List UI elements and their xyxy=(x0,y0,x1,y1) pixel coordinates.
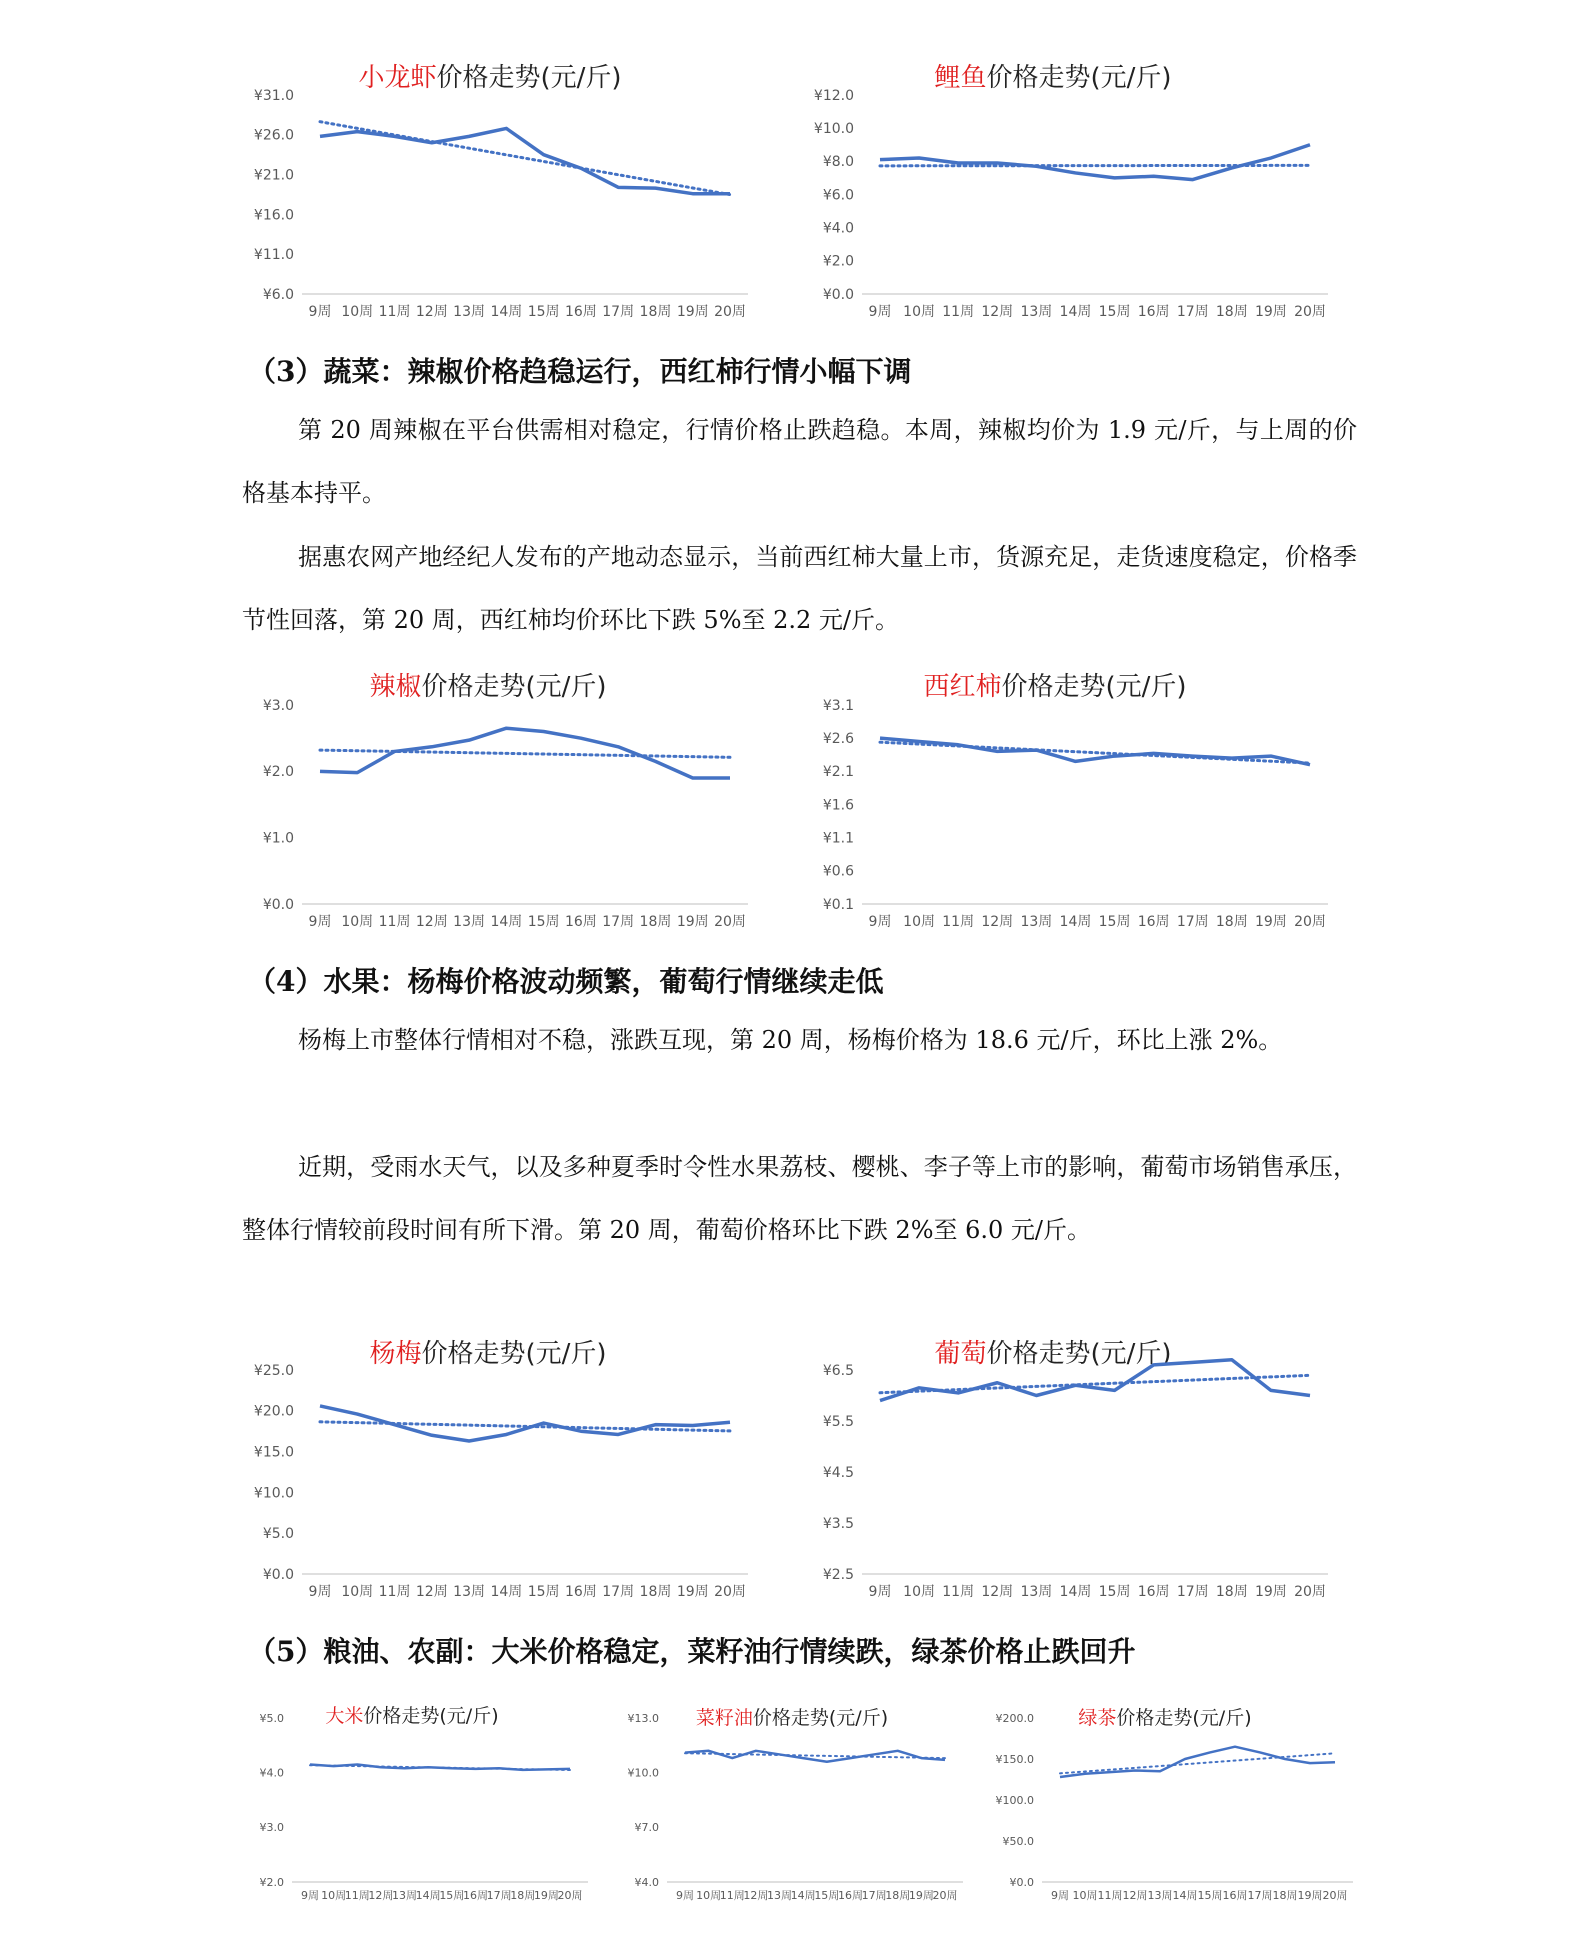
chart-title xyxy=(369,1339,606,1369)
x-tick-label: 14周 xyxy=(1059,304,1092,320)
x-tick-label: 19周 xyxy=(908,1889,934,1902)
y-tick-label: ¥0.0 xyxy=(262,896,294,913)
chart-bayberry xyxy=(240,1330,760,1610)
y-tick-label: ¥6.0 xyxy=(822,187,854,204)
chart-title-product: 葡萄 xyxy=(934,1339,987,1369)
y-tick-label: ¥1.0 xyxy=(262,830,294,847)
y-tick-label: ¥0.1 xyxy=(822,896,854,913)
y-tick-label: ¥8.0 xyxy=(822,154,854,171)
chart-title-unit: 价格走势(元/斤) xyxy=(1116,1707,1252,1729)
x-tick-label: 15周 xyxy=(814,1889,840,1902)
chart-title-unit: 价格走势(元/斤) xyxy=(986,63,1172,93)
chart-title-product: 绿茶 xyxy=(1078,1707,1117,1729)
x-tick-label: 10周 xyxy=(341,914,374,930)
x-tick-label: 11周 xyxy=(344,1889,370,1902)
chart-title xyxy=(934,63,1171,93)
x-tick-label: 17周 xyxy=(1247,1889,1273,1902)
x-tick-label: 19周 xyxy=(1297,1889,1323,1902)
x-tick-label: 17周 xyxy=(486,1889,512,1902)
y-tick-label: ¥0.6 xyxy=(822,863,854,880)
section-heading-fruits: （4）水果：杨梅价格波动频繁，葡萄行情继续走低 xyxy=(248,965,884,998)
x-tick-label: 14周 xyxy=(1059,914,1092,930)
x-tick-label: 17周 xyxy=(602,304,635,320)
x-tick-label: 16周 xyxy=(1137,304,1170,320)
x-tick-label: 12周 xyxy=(743,1889,769,1902)
x-tick-label: 16周 xyxy=(1137,914,1170,930)
x-tick-label: 20周 xyxy=(1294,304,1326,320)
x-tick-label: 18周 xyxy=(1272,1889,1298,1902)
y-tick-label: ¥4.0 xyxy=(259,1766,284,1780)
chart-title-product: 鲤鱼 xyxy=(934,63,987,93)
x-tick-label: 13周 xyxy=(1020,304,1053,320)
chart-title-unit: 价格走势(元/斤) xyxy=(421,1339,607,1369)
chart-grape xyxy=(800,1330,1340,1610)
x-tick-label: 19周 xyxy=(676,914,709,930)
paragraph-bayberry: 杨梅上市整体行情相对不稳，涨跌互现，第 20 周，杨梅价格为 18.6 元/斤，环比上涨 2%。 xyxy=(298,1026,1283,1054)
x-tick-label: 9周 xyxy=(1051,1889,1069,1902)
x-tick-label: 12周 xyxy=(415,304,448,320)
x-tick-label: 18周 xyxy=(510,1889,536,1902)
x-tick-label: 18周 xyxy=(1215,304,1248,320)
chart-title xyxy=(1078,1707,1251,1729)
y-tick-label: ¥16.0 xyxy=(253,207,294,224)
x-tick-label: 19周 xyxy=(676,304,709,320)
x-tick-label: 16周 xyxy=(1137,1584,1170,1600)
x-tick-label: 12周 xyxy=(368,1889,394,1902)
chart-title xyxy=(934,1339,1171,1369)
y-tick-label: ¥15.0 xyxy=(253,1444,294,1461)
y-tick-label: ¥150.0 xyxy=(995,1752,1034,1766)
chart-title-unit: 价格走势(元/斤) xyxy=(421,672,607,702)
y-tick-label: ¥2.5 xyxy=(822,1566,854,1583)
x-tick-label: 20周 xyxy=(714,914,746,930)
y-tick-label: ¥5.0 xyxy=(259,1711,284,1725)
paragraph-tomato: 据惠农网产地经纪人发布的产地动态显示，当前西红柿大量上市，货源充足，走货速度稳定，价格季节性回落，第 20 周，西红柿均价环比下跌 5%至 2.2 元/斤。 xyxy=(242,543,1357,634)
y-tick-label: ¥2.1 xyxy=(822,764,854,781)
x-tick-label: 17周 xyxy=(602,914,635,930)
chart-title-product: 小龙虾 xyxy=(358,63,437,93)
x-tick-label: 16周 xyxy=(1222,1889,1248,1902)
x-tick-label: 16周 xyxy=(837,1889,863,1902)
x-tick-label: 14周 xyxy=(415,1889,441,1902)
x-tick-label: 15周 xyxy=(1098,1584,1131,1600)
chart-title-product: 菜籽油 xyxy=(695,1707,753,1729)
chart-rice xyxy=(240,1690,600,1910)
x-tick-label: 15周 xyxy=(527,304,560,320)
x-tick-label: 9周 xyxy=(676,1889,694,1902)
y-tick-label: ¥31.0 xyxy=(253,87,294,104)
y-tick-label: ¥10.0 xyxy=(813,121,854,138)
x-tick-label: 14周 xyxy=(490,914,523,930)
chart-title-unit: 价格走势(元/斤) xyxy=(752,1707,889,1729)
price-line xyxy=(310,1764,570,1769)
x-tick-label: 13周 xyxy=(453,1584,486,1600)
x-tick-label: 9周 xyxy=(308,1584,332,1600)
x-tick-label: 9周 xyxy=(301,1889,319,1902)
x-tick-label: 12周 xyxy=(415,914,448,930)
y-tick-label: ¥26.0 xyxy=(253,127,294,144)
x-tick-label: 12周 xyxy=(1122,1889,1148,1902)
chart-chili xyxy=(240,665,760,940)
x-tick-label: 15周 xyxy=(527,1584,560,1600)
x-tick-label: 15周 xyxy=(1197,1889,1223,1902)
y-tick-label: ¥6.0 xyxy=(262,286,294,303)
price-line xyxy=(1060,1747,1335,1777)
x-tick-label: 18周 xyxy=(1215,1584,1248,1600)
x-tick-label: 15周 xyxy=(1098,914,1131,930)
x-tick-label: 20周 xyxy=(714,304,746,320)
x-tick-label: 10周 xyxy=(903,914,936,930)
x-tick-label: 20周 xyxy=(557,1889,583,1902)
x-tick-label: 14周 xyxy=(790,1889,816,1902)
y-tick-label: ¥5.0 xyxy=(262,1526,294,1543)
x-tick-label: 11周 xyxy=(942,1584,975,1600)
x-tick-label: 16周 xyxy=(462,1889,488,1902)
x-tick-label: 12周 xyxy=(415,1584,448,1600)
x-tick-label: 18周 xyxy=(639,304,672,320)
y-tick-label: ¥4.0 xyxy=(634,1875,659,1889)
x-tick-label: 13周 xyxy=(1147,1889,1173,1902)
x-tick-label: 11周 xyxy=(942,304,975,320)
y-tick-label: ¥7.0 xyxy=(634,1821,659,1835)
x-tick-label: 20周 xyxy=(932,1889,958,1902)
section-heading-grain-oil: （5）粮油、农副：大米价格稳定，菜籽油行情续跌，绿茶价格止跌回升 xyxy=(248,1635,1136,1668)
y-tick-label: ¥0.0 xyxy=(822,286,854,303)
x-tick-label: 10周 xyxy=(341,1584,374,1600)
y-tick-label: ¥4.0 xyxy=(822,220,854,237)
chart-title-product: 辣椒 xyxy=(369,672,422,702)
x-tick-label: 15周 xyxy=(1098,304,1131,320)
x-tick-label: 9周 xyxy=(868,1584,892,1600)
y-tick-label: ¥3.1 xyxy=(822,697,854,714)
y-tick-label: ¥1.1 xyxy=(822,830,854,847)
chart-tomato xyxy=(800,665,1340,940)
x-tick-label: 18周 xyxy=(639,1584,672,1600)
chart-title-product: 西红柿 xyxy=(923,672,1002,702)
x-tick-label: 19周 xyxy=(676,1584,709,1600)
x-tick-label: 10周 xyxy=(1072,1889,1098,1902)
y-tick-label: ¥200.0 xyxy=(995,1711,1034,1725)
chart-title-product: 杨梅 xyxy=(369,1339,422,1369)
x-tick-label: 20周 xyxy=(1322,1889,1348,1902)
x-tick-label: 17周 xyxy=(1176,1584,1209,1600)
x-tick-label: 18周 xyxy=(639,914,672,930)
x-tick-label: 9周 xyxy=(308,304,332,320)
y-tick-label: ¥100.0 xyxy=(995,1793,1034,1807)
y-tick-label: ¥20.0 xyxy=(253,1403,294,1420)
x-tick-label: 11周 xyxy=(719,1889,745,1902)
paragraph-chili: 第 20 周辣椒在平台供需相对稳定，行情价格止跌趋稳。本周，辣椒均价为 1.9 元/斤，与上周的价格基本持平。 xyxy=(242,416,1357,507)
x-tick-label: 15周 xyxy=(527,914,560,930)
x-tick-label: 12周 xyxy=(981,1584,1014,1600)
chart-green-tea xyxy=(990,1690,1365,1910)
chart-carp xyxy=(800,55,1340,330)
x-tick-label: 10周 xyxy=(903,304,936,320)
x-tick-label: 15周 xyxy=(439,1889,465,1902)
x-tick-label: 19周 xyxy=(533,1889,559,1902)
y-tick-label: ¥5.5 xyxy=(822,1413,854,1430)
y-tick-label: ¥10.0 xyxy=(253,1485,294,1502)
chart-title xyxy=(358,63,621,93)
x-tick-label: 11周 xyxy=(378,914,411,930)
chart-title-unit: 价格走势(元/斤) xyxy=(1001,672,1187,702)
x-tick-label: 16周 xyxy=(564,1584,597,1600)
x-tick-label: 11周 xyxy=(378,1584,411,1600)
x-tick-label: 13周 xyxy=(1020,914,1053,930)
y-tick-label: ¥50.0 xyxy=(1002,1834,1034,1848)
x-tick-label: 19周 xyxy=(1254,914,1287,930)
x-tick-label: 14周 xyxy=(1059,1584,1092,1600)
y-tick-label: ¥3.5 xyxy=(822,1515,854,1532)
x-tick-label: 14周 xyxy=(490,1584,523,1600)
paragraph-grape: 近期，受雨水天气，以及多种夏季时令性水果荔枝、樱桃、李子等上市的影响，葡萄市场销售承压，整体行情较前段时间有所下滑。第 20 周，葡萄价格环比下跌 2%至 6.0 元/斤。 xyxy=(242,1153,1357,1244)
chart-rapeseed-oil xyxy=(615,1690,975,1910)
x-tick-label: 10周 xyxy=(903,1584,936,1600)
chart-title-product: 大米 xyxy=(325,1705,364,1727)
trend-line xyxy=(320,750,730,757)
x-tick-label: 16周 xyxy=(564,914,597,930)
y-tick-label: ¥2.0 xyxy=(262,764,294,781)
chart-title xyxy=(325,1705,498,1727)
x-tick-label: 9周 xyxy=(868,914,892,930)
y-tick-label: ¥2.0 xyxy=(259,1875,284,1889)
x-tick-label: 20周 xyxy=(714,1584,746,1600)
price-line xyxy=(685,1751,945,1762)
y-tick-label: ¥10.0 xyxy=(627,1766,659,1780)
x-tick-label: 10周 xyxy=(696,1889,722,1902)
x-tick-label: 11周 xyxy=(378,304,411,320)
chart-title xyxy=(369,672,606,702)
x-tick-label: 19周 xyxy=(1254,1584,1287,1600)
x-tick-label: 13周 xyxy=(1020,1584,1053,1600)
x-tick-label: 9周 xyxy=(308,914,332,930)
x-tick-label: 17周 xyxy=(602,1584,635,1600)
trend-line xyxy=(320,122,730,195)
x-tick-label: 9周 xyxy=(868,304,892,320)
x-tick-label: 14周 xyxy=(490,304,523,320)
chart-crayfish xyxy=(240,55,760,330)
x-tick-label: 18周 xyxy=(1215,914,1248,930)
x-tick-label: 14周 xyxy=(1172,1889,1198,1902)
y-tick-label: ¥13.0 xyxy=(627,1711,659,1725)
y-tick-label: ¥21.0 xyxy=(253,167,294,184)
x-tick-label: 13周 xyxy=(453,914,486,930)
chart-title-unit: 价格走势(元/斤) xyxy=(363,1705,499,1727)
y-tick-label: ¥6.5 xyxy=(822,1362,854,1379)
x-tick-label: 18周 xyxy=(885,1889,911,1902)
x-tick-label: 12周 xyxy=(981,914,1014,930)
x-tick-label: 12周 xyxy=(981,304,1014,320)
x-tick-label: 20周 xyxy=(1294,914,1326,930)
x-tick-label: 19周 xyxy=(1254,304,1287,320)
y-tick-label: ¥25.0 xyxy=(253,1362,294,1379)
x-tick-label: 17周 xyxy=(1176,304,1209,320)
chart-title-unit: 价格走势(元/斤) xyxy=(986,1339,1172,1369)
chart-title xyxy=(696,1707,888,1729)
x-tick-label: 20周 xyxy=(1294,1584,1326,1600)
chart-title xyxy=(923,672,1186,702)
y-tick-label: ¥0.0 xyxy=(1009,1875,1034,1889)
y-tick-label: ¥3.0 xyxy=(259,1821,284,1835)
y-tick-label: ¥0.0 xyxy=(262,1566,294,1583)
x-tick-label: 16周 xyxy=(564,304,597,320)
y-tick-label: ¥2.6 xyxy=(822,731,854,748)
x-tick-label: 10周 xyxy=(321,1889,347,1902)
y-tick-label: ¥1.6 xyxy=(822,797,854,814)
y-tick-label: ¥3.0 xyxy=(262,697,294,714)
price-line xyxy=(880,145,1310,180)
y-tick-label: ¥11.0 xyxy=(253,247,294,264)
x-tick-label: 17周 xyxy=(1176,914,1209,930)
x-tick-label: 17周 xyxy=(861,1889,887,1902)
x-tick-label: 13周 xyxy=(392,1889,418,1902)
x-tick-label: 11周 xyxy=(942,914,975,930)
y-tick-label: ¥12.0 xyxy=(813,87,854,104)
x-tick-label: 10周 xyxy=(341,304,374,320)
section-heading-vegetables: （3）蔬菜：辣椒价格趋稳运行，西红柿行情小幅下调 xyxy=(248,355,912,388)
chart-title-unit: 价格走势(元/斤) xyxy=(436,63,622,93)
y-tick-label: ¥4.5 xyxy=(822,1464,854,1481)
y-tick-label: ¥2.0 xyxy=(822,253,854,270)
x-tick-label: 13周 xyxy=(453,304,486,320)
x-tick-label: 13周 xyxy=(767,1889,793,1902)
x-tick-label: 11周 xyxy=(1097,1889,1123,1902)
